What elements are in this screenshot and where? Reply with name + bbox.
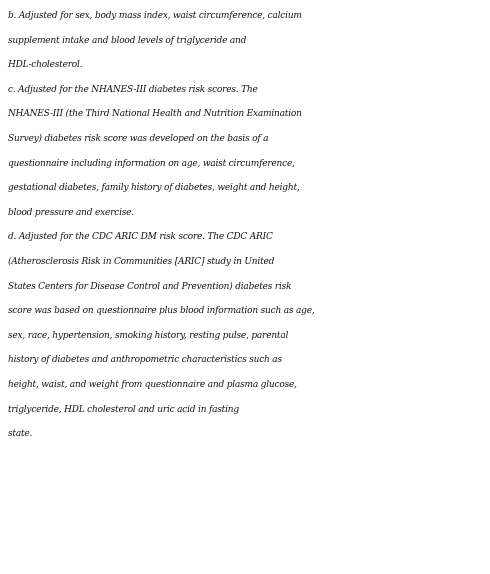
footnote-b-line-3: HDL-cholesterol. — [8, 60, 83, 71]
footnote-c-line-4: questionnaire including information on age, waist circumference, — [8, 158, 295, 169]
footnote-d-line-4: score was based on questionnaire plus blood information such as age, — [8, 306, 315, 317]
footnote-d-line-6: history of diabetes and anthropometric characteristics such as — [8, 355, 282, 366]
footnote-b-line-2: supplement intake and blood levels of triglyceride and — [8, 35, 247, 46]
footnote-c-line-2: NHANES-III (the Third National Health and Nutrition Examination — [8, 109, 302, 120]
footnote-d-line-9: state. — [8, 429, 33, 440]
footnote-d-line-7: height, waist, and weight from questionnaire and plasma glucose, — [8, 379, 297, 390]
footnote-c-line-6: blood pressure and exercise. — [8, 207, 134, 218]
footnote-c-line-3: Survey) diabetes risk score was developed on the basis of a — [8, 133, 269, 144]
footnote-b-line-1: b. Adjusted for sex, body mass index, waist circumference, calcium — [8, 11, 302, 21]
footnote-b — [8, 4, 490, 78]
footnote-d-line-3: States Centers for Disease Control and Prevention) diabetes risk — [8, 281, 292, 292]
footnote-d-line-2: (Atherosclerosis Risk in Communities [ARIC] study in United — [8, 256, 275, 267]
footnote-c-line-5: gestational diabetes, family history of diabetes, weight and height, — [8, 183, 300, 194]
footnote-c — [8, 78, 490, 226]
footnote-c-line-1: c. Adjusted for the NHANES-III diabetes risk scores. The — [8, 84, 258, 95]
footnote-d-line-8: triglyceride, HDL cholesterol and uric acid in fasting — [8, 404, 239, 415]
footnote-d-line-5: sex, race, hypertension, smoking history, resting pulse, parental — [8, 330, 289, 341]
footnote-d — [8, 225, 490, 446]
footnote-d-line-1: d. Adjusted for the CDC ARIC DM risk score. The CDC ARIC — [8, 232, 273, 243]
